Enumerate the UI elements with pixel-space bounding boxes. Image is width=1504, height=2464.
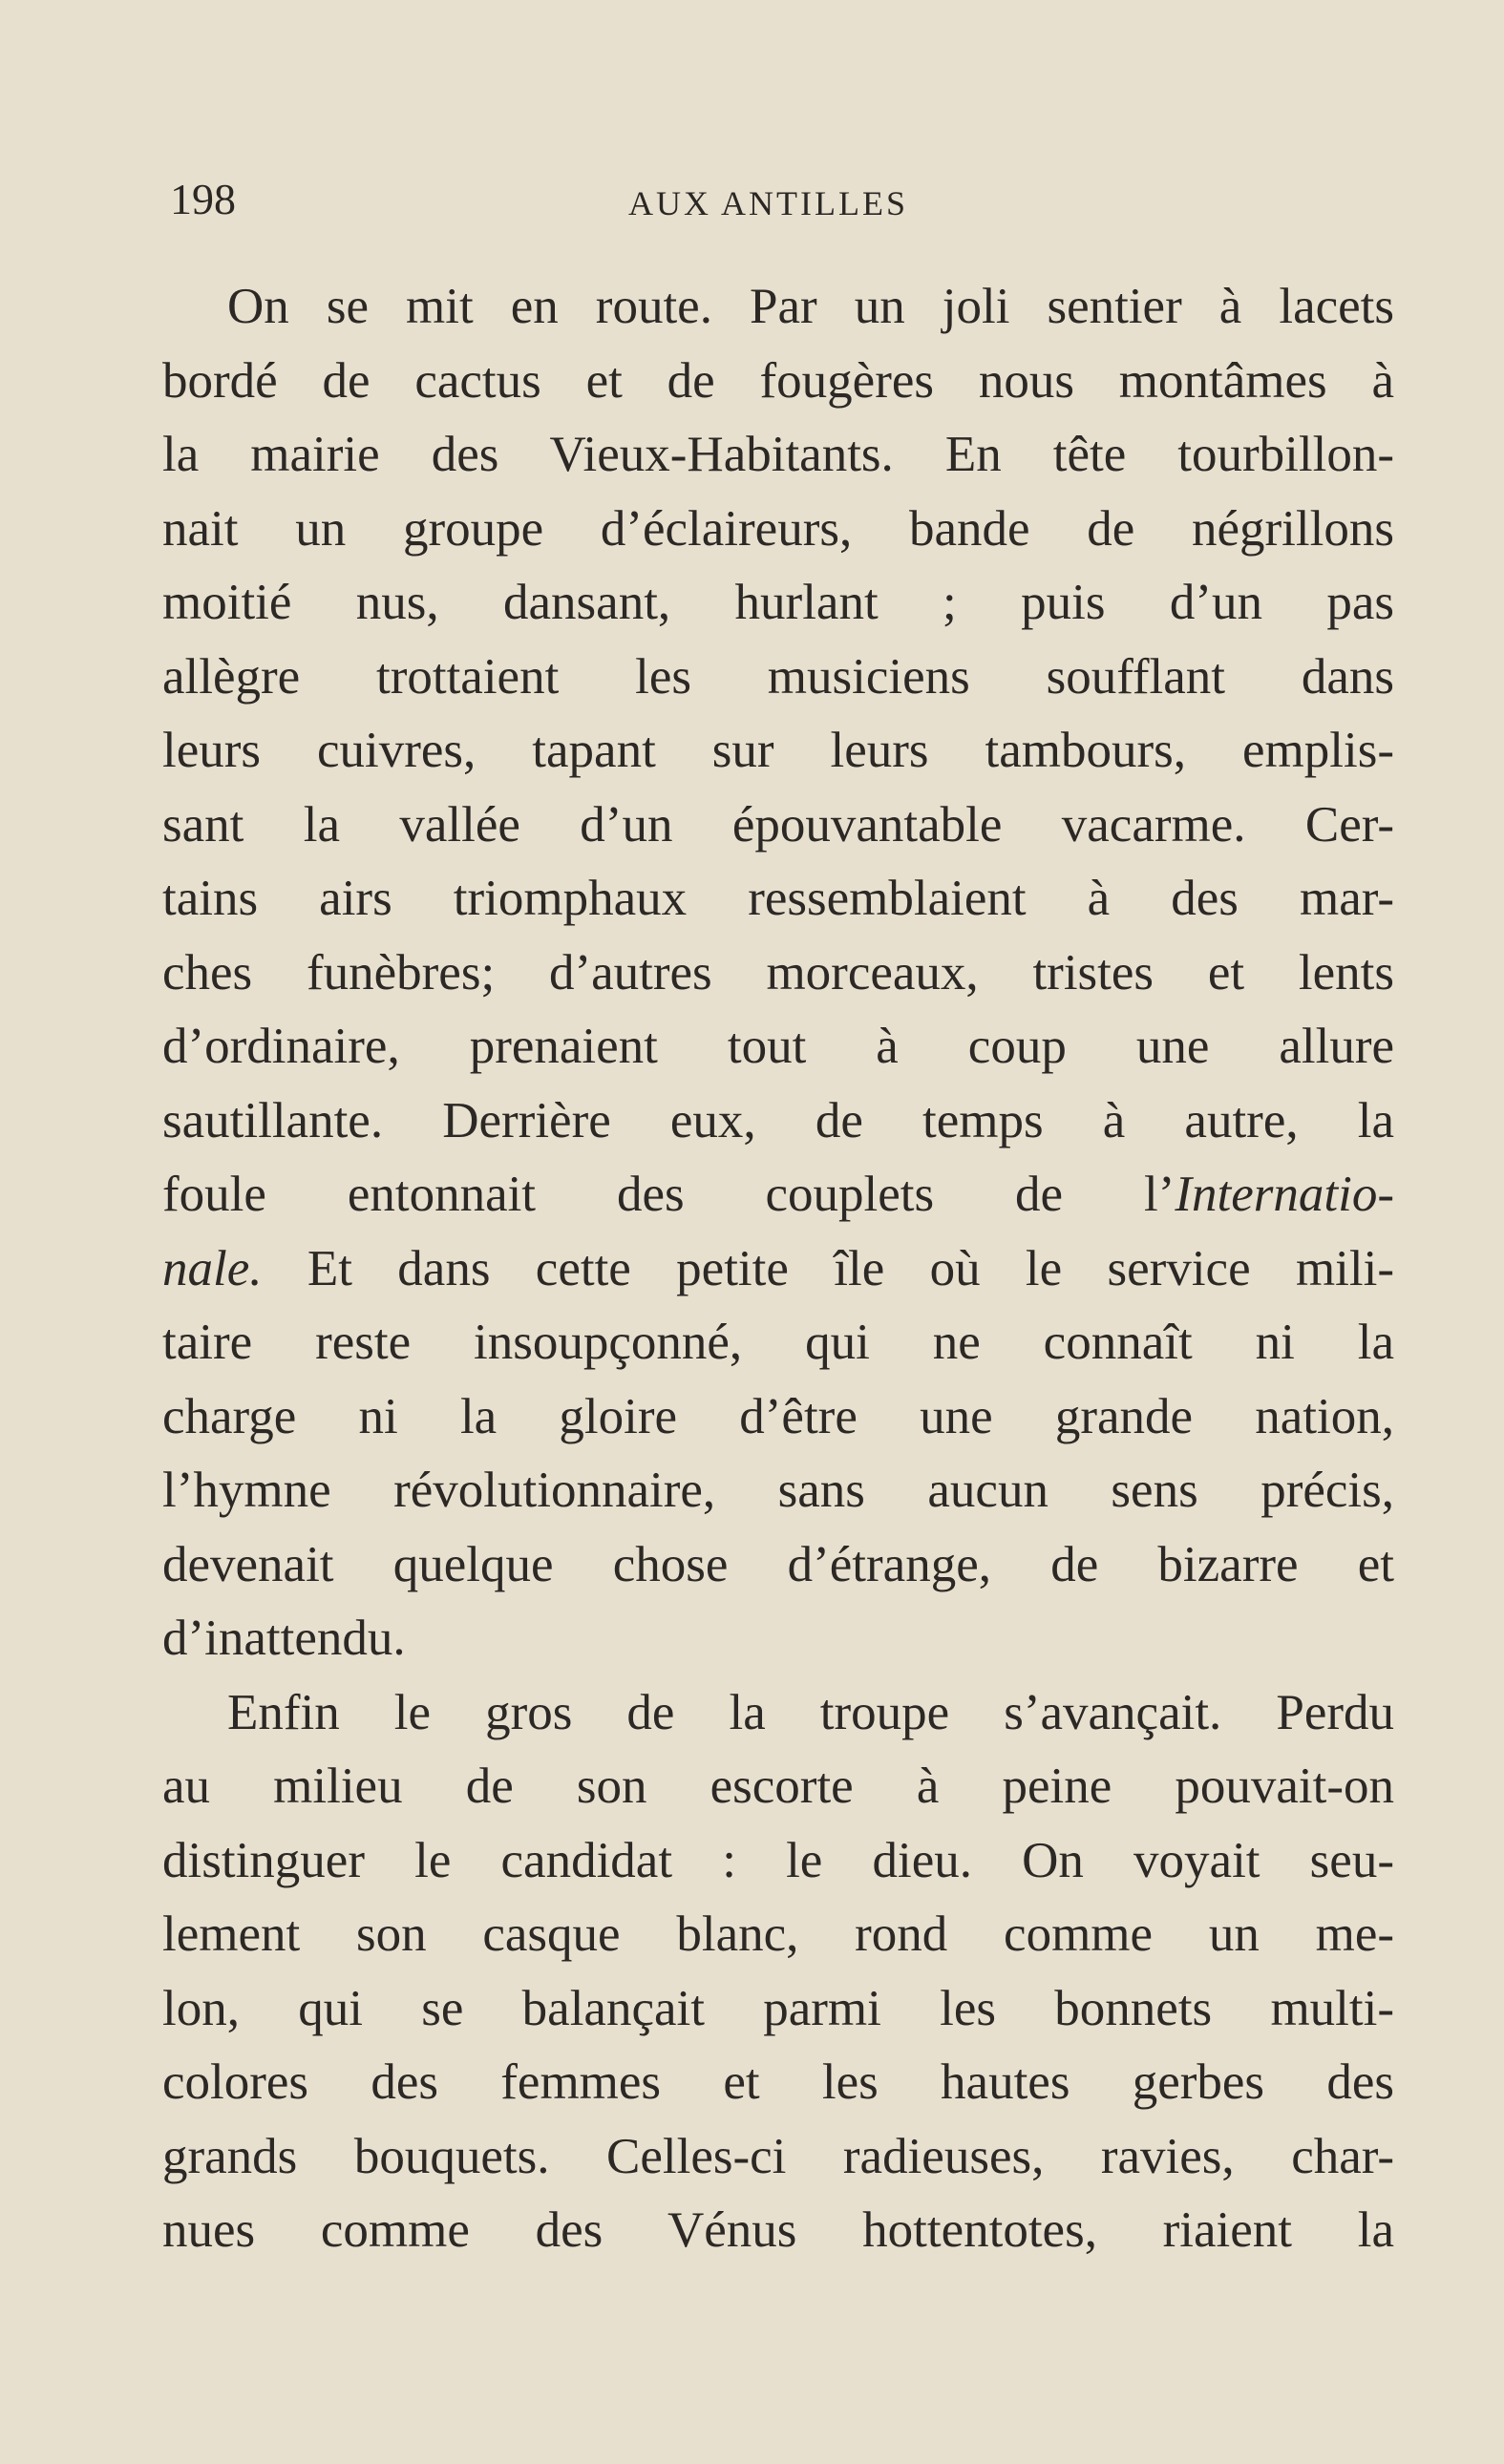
text-line: Enfin le gros de la troupe s’avançait. Perdu [227, 1684, 1394, 1740]
text-line: d’inattendu. [162, 1611, 406, 1666]
page-number: 198 [170, 175, 236, 223]
text-line: allègre trottaient les musiciens soufflant dans [162, 648, 1394, 705]
text-line: lement son casque blanc, rond comme un me- [162, 1906, 1394, 1962]
text-line: bordé de cactus et de fougères nous montâmes à [162, 352, 1394, 409]
text-line: la mairie des Vieux-Habitants. En tête tourbillon- [162, 427, 1394, 482]
italic-title: nale. [162, 1240, 263, 1296]
text-line [162, 1232, 1394, 1307]
body-text [162, 270, 1394, 2268]
text-line: lon, qui se balançait parmi les bonnets multi- [162, 1980, 1394, 2036]
text-line: nait un groupe d’éclaireurs, bande de négrillons [162, 500, 1394, 557]
page-header [170, 174, 1387, 231]
italic-title: Internatio- [1175, 1167, 1394, 1222]
text-line: ches funèbres; d’autres morceaux, tristes et lents [162, 944, 1394, 1000]
text-line: distinguer le candidat : le dieu. On voyait seu- [162, 1832, 1394, 1888]
text-line: moitié nus, dansant, hurlant ; puis d’un pas [162, 575, 1394, 630]
text-line: d’ordinaire, prenaient tout à coup une allure [162, 1019, 1394, 1074]
text-segment: foule entonnait des couplets de l’ [162, 1167, 1176, 1222]
text-line: l’hymne révolutionnaire, sans aucun sens précis, [162, 1463, 1394, 1518]
text-line: leurs cuivres, tapant sur leurs tambours, emplis- [162, 723, 1394, 778]
text-line [162, 1158, 1394, 1232]
text-line: charge ni la gloire d’être une grande nation, [162, 1388, 1394, 1444]
text-line: devenait quelque chose d’étrange, de bizarre et [162, 1536, 1394, 1592]
text-line: taire reste insoupçonné, qui ne connaît ni la [162, 1315, 1394, 1370]
text-line: grands bouquets. Celles-ci radieuses, ravies, char- [162, 2128, 1394, 2184]
text-line: colores des femmes et les hautes gerbes des [162, 2054, 1394, 2110]
text-line: sant la vallée d’un épouvantable vacarme. Cer- [162, 796, 1394, 853]
running-title: AUX ANTILLES [628, 184, 908, 222]
text-segment: Et dans cette petite île où le service mili- [262, 1240, 1394, 1296]
text-line: au milieu de son escorte à peine pouvait-on [162, 1758, 1394, 1814]
paragraph-1 [162, 270, 1394, 1676]
paragraph-2 [162, 1676, 1394, 2268]
text-line: On se mit en route. Par un joli sentier à lacets [227, 279, 1394, 334]
text-line: tains airs triomphaux ressemblaient à des mar- [162, 871, 1394, 926]
text-line: nues comme des Vénus hottentotes, riaient la [162, 2202, 1394, 2258]
text-line: sautillante. Derrière eux, de temps à autre, la [162, 1092, 1394, 1148]
